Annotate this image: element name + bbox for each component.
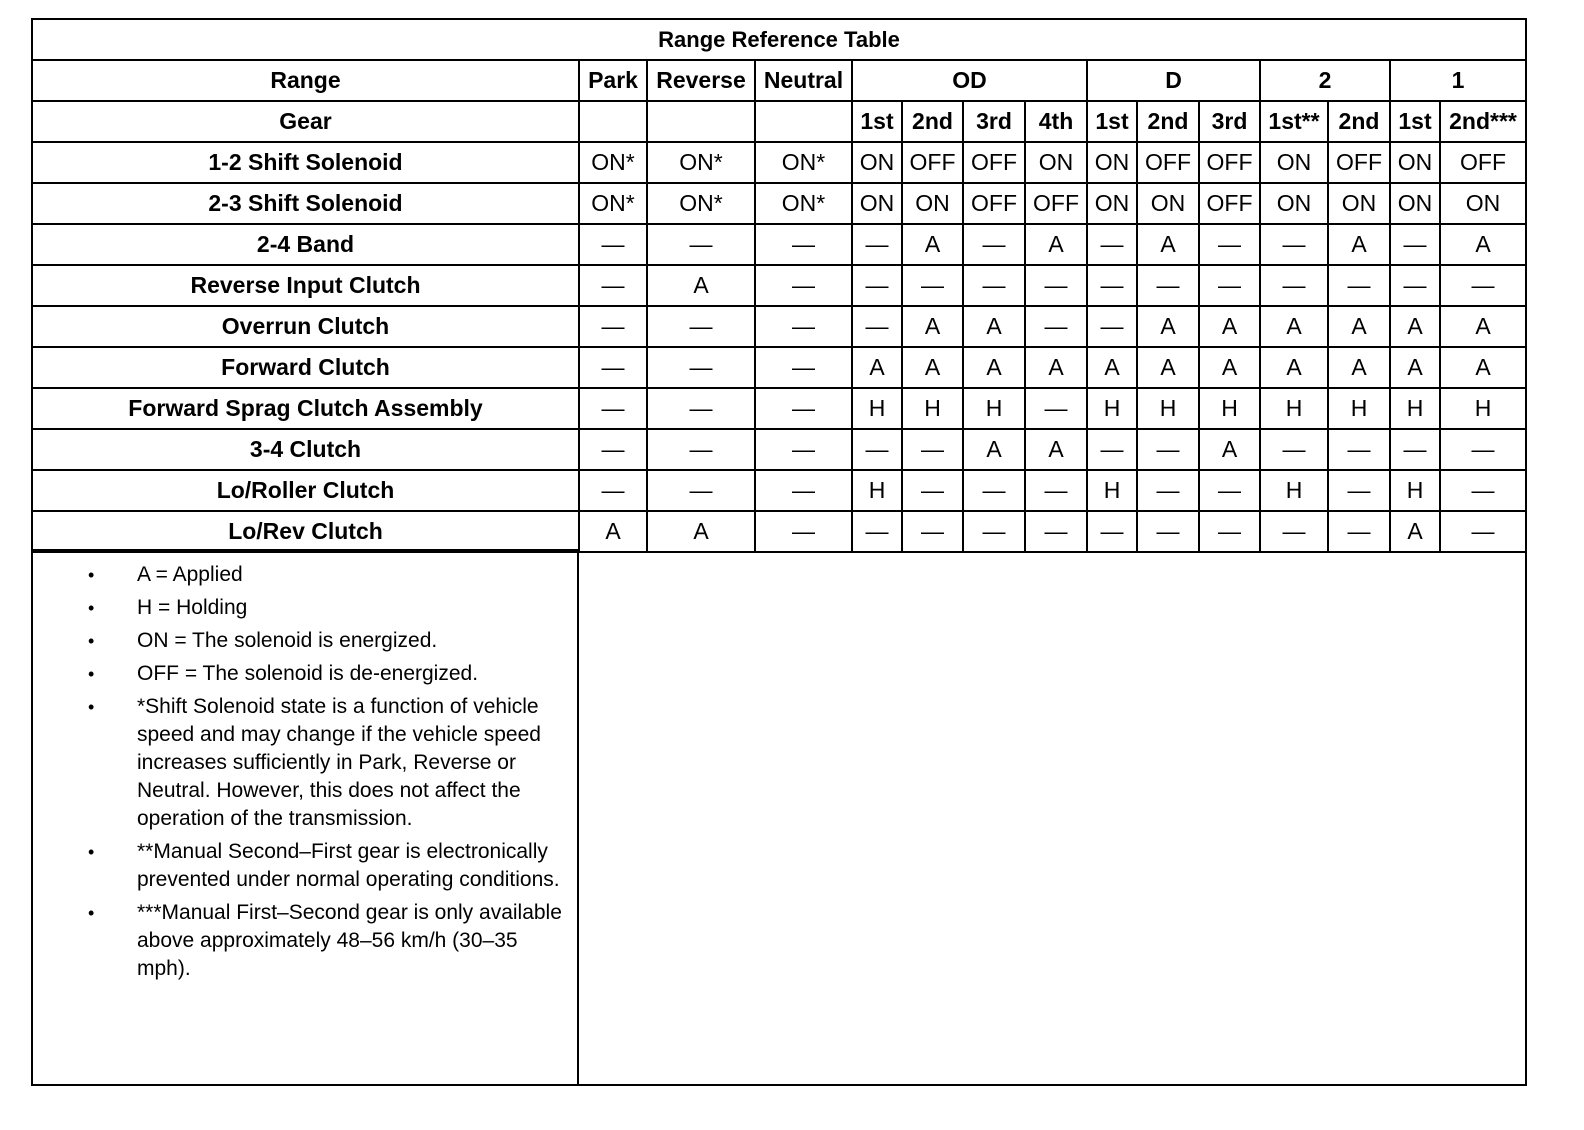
range-d: D [1087,60,1260,101]
note-text: *Shift Solenoid state is a function of vehicle speed and may change if the vehicle speed increases sufficiently in Park, Reverse or Neutral. However, this does not affect the operation of the transmission. [137,695,541,830]
gear-header: Gear [33,101,579,142]
table-cell: A [1025,347,1087,388]
table-cell: — [1260,511,1328,552]
table-cell: A [902,347,963,388]
table-cell: — [579,347,647,388]
table-cell: OFF [1199,142,1260,183]
range-2: 2 [1260,60,1390,101]
table-cell: A [902,224,963,265]
table-cell: ON [852,142,902,183]
range-reference-sheet [31,18,1527,1086]
table-cell: — [1328,265,1390,306]
gear-cell [579,101,647,142]
gear-cell: 2nd*** [1440,101,1525,142]
note-text: OFF = The solenoid is de-energized. [137,662,479,685]
table-cell: — [1199,265,1260,306]
table-cell: A [1025,224,1087,265]
table-cell: OFF [963,142,1025,183]
table-cell: — [755,347,852,388]
gear-cell: 1st** [1260,101,1328,142]
table-cell: A [1260,306,1328,347]
table-cell: ON [1260,142,1328,183]
table-cell: A [1199,429,1260,470]
table-cell: — [755,306,852,347]
table-cell: A [579,511,647,552]
table-cell: — [1087,224,1137,265]
table-cell: H [963,388,1025,429]
table-cell: A [1137,224,1199,265]
table-cell: — [647,306,755,347]
gear-cell [647,101,755,142]
table-row [33,265,1525,306]
table-cell: H [1260,470,1328,511]
table-cell: A [1199,306,1260,347]
table-cell: — [579,224,647,265]
table-cell: — [1260,265,1328,306]
table-cell: — [852,306,902,347]
table-cell: ON* [755,142,852,183]
row-label: Lo/Rev Clutch [33,511,579,552]
table-cell: — [852,224,902,265]
table-cell: ON* [647,142,755,183]
table-row [33,429,1525,470]
gear-cell: 1st [1390,101,1440,142]
table-cell: — [852,429,902,470]
row-label: 2-3 Shift Solenoid [33,183,579,224]
table-cell: A [963,306,1025,347]
note-text: A = Applied [137,563,243,586]
table-cell: — [755,511,852,552]
note-item [33,561,577,589]
table-cell: A [1390,347,1440,388]
table-cell: A [1260,347,1328,388]
table-row [33,142,1525,183]
table-cell: A [1328,306,1390,347]
table-cell: — [902,265,963,306]
table-cell: — [1025,511,1087,552]
table-cell: A [1087,347,1137,388]
gear-cell: 3rd [1199,101,1260,142]
table-cell: ON [1025,142,1087,183]
table-cell: — [755,265,852,306]
table-cell: — [579,306,647,347]
table-cell: H [1328,388,1390,429]
gear-cell: 3rd [963,101,1025,142]
table-cell: — [1137,265,1199,306]
row-label: Lo/Roller Clutch [33,470,579,511]
table-row [33,347,1525,388]
table-cell: — [1087,511,1137,552]
table-cell: ON [1137,183,1199,224]
note-item [33,693,577,833]
table-row [33,224,1525,265]
table-cell: — [852,511,902,552]
range-reverse: Reverse [647,60,755,101]
table-cell: A [1440,306,1525,347]
table-cell: OFF [1328,142,1390,183]
table-cell: A [647,265,755,306]
table-cell: ON [852,183,902,224]
table-cell: ON [1390,142,1440,183]
range-1: 1 [1390,60,1525,101]
table-cell: A [1390,306,1440,347]
table-cell: H [1440,388,1525,429]
bullet-icon: • [88,598,95,618]
range-reference-table [33,20,1525,553]
table-cell: H [1137,388,1199,429]
table-cell: — [963,224,1025,265]
table-cell: — [647,429,755,470]
table-cell: — [579,429,647,470]
table-cell: — [1328,470,1390,511]
table-cell: ON* [755,183,852,224]
bullet-icon: • [88,631,95,651]
table-cell: — [755,429,852,470]
gear-cell: 4th [1025,101,1087,142]
table-cell: A [1390,511,1440,552]
table-cell: OFF [1440,142,1525,183]
table-cell: — [1137,511,1199,552]
gear-cell: 1st [852,101,902,142]
gear-cell: 2nd [1328,101,1390,142]
table-cell: H [1260,388,1328,429]
table-cell: A [1025,429,1087,470]
table-cell: OFF [1025,183,1087,224]
table-row [33,470,1525,511]
table-cell: ON [1440,183,1525,224]
table-cell: — [902,429,963,470]
table-cell: — [755,470,852,511]
table-cell: A [1137,306,1199,347]
table-cell: — [755,388,852,429]
row-label: Overrun Clutch [33,306,579,347]
table-cell: A [902,306,963,347]
table-cell: — [1440,429,1525,470]
range-park: Park [579,60,647,101]
table-cell: H [902,388,963,429]
table-cell: A [1440,224,1525,265]
table-cell: — [1137,429,1199,470]
gear-cell: 2nd [902,101,963,142]
table-cell: H [852,388,902,429]
table-cell: — [963,470,1025,511]
table-row [33,388,1525,429]
table-cell: — [902,470,963,511]
range-od: OD [852,60,1087,101]
table-cell: — [1390,224,1440,265]
bullet-icon: • [88,842,95,862]
table-cell: ON* [647,183,755,224]
table-cell: — [1025,470,1087,511]
gear-cell: 2nd [1137,101,1199,142]
table-cell: H [1087,388,1137,429]
table-cell: — [1440,470,1525,511]
table-cell: — [1087,306,1137,347]
legend-notes [33,549,579,1084]
table-cell: — [1199,224,1260,265]
table-row [33,511,1525,552]
gear-cell [755,101,852,142]
table-cell: — [1199,511,1260,552]
table-cell: — [1025,388,1087,429]
table-cell: — [1328,429,1390,470]
table-cell: — [579,470,647,511]
table-cell: A [647,511,755,552]
table-cell: A [1440,347,1525,388]
table-cell: — [1025,306,1087,347]
table-cell: OFF [963,183,1025,224]
table-cell: — [579,265,647,306]
range-neutral: Neutral [755,60,852,101]
table-cell: ON [1390,183,1440,224]
table-cell: — [1390,429,1440,470]
row-label: 1-2 Shift Solenoid [33,142,579,183]
table-cell: — [852,265,902,306]
note-text: ***Manual First–Second gear is only available above approximately 48–56 km/h (30–35 mph). [137,901,562,980]
note-text: **Manual Second–First gear is electronically prevented under normal operating conditions. [137,840,560,891]
bullet-icon: • [88,565,95,585]
note-item [33,899,577,983]
table-cell: ON* [579,183,647,224]
table-cell: — [1260,429,1328,470]
table-cell: ON [902,183,963,224]
table-cell: A [1328,224,1390,265]
table-cell: ON [1087,142,1137,183]
table-cell: — [1199,470,1260,511]
table-row [33,306,1525,347]
table-cell: — [1390,265,1440,306]
table-cell: — [579,388,647,429]
table-title: Range Reference Table [33,20,1525,60]
table-cell: OFF [902,142,963,183]
table-cell: — [647,224,755,265]
table-cell: A [1328,347,1390,388]
table-cell: H [1390,470,1440,511]
note-item [33,838,577,894]
table-cell: H [1087,470,1137,511]
table-cell: ON* [579,142,647,183]
notes-list [33,551,577,983]
note-item [33,594,577,622]
table-cell: OFF [1199,183,1260,224]
table-cell: — [1025,265,1087,306]
row-label: Forward Clutch [33,347,579,388]
table-cell: H [852,470,902,511]
range-row [33,60,1525,101]
table-cell: — [1087,265,1137,306]
table-cell: A [963,429,1025,470]
table-cell: — [1260,224,1328,265]
table-cell: A [852,347,902,388]
table-cell: ON [1087,183,1137,224]
note-text: ON = The solenoid is energized. [137,629,438,652]
table-cell: — [1137,470,1199,511]
table-cell: A [1137,347,1199,388]
title-row [33,20,1525,60]
table-cell: — [1328,511,1390,552]
bullet-icon: • [88,664,95,684]
gear-row [33,101,1525,142]
table-cell: ON [1328,183,1390,224]
table-cell: — [1440,511,1525,552]
table-cell: H [1199,388,1260,429]
table-cell: H [1390,388,1440,429]
bullet-icon: • [88,903,95,923]
gear-cell: 1st [1087,101,1137,142]
row-label: Forward Sprag Clutch Assembly [33,388,579,429]
table-cell: ON [1260,183,1328,224]
table-cell: — [963,265,1025,306]
table-cell: — [963,511,1025,552]
row-label: 3-4 Clutch [33,429,579,470]
table-cell: — [647,470,755,511]
table-cell: — [1087,429,1137,470]
table-cell: A [1199,347,1260,388]
table-row [33,183,1525,224]
note-item [33,627,577,655]
row-label: 2-4 Band [33,224,579,265]
table-cell: — [1440,265,1525,306]
table-cell: A [963,347,1025,388]
note-text: H = Holding [137,596,248,619]
table-cell: — [647,347,755,388]
bullet-icon: • [88,697,95,717]
table-cell: — [902,511,963,552]
table-cell: — [755,224,852,265]
range-header: Range [33,60,579,101]
table-cell: — [647,388,755,429]
note-item [33,660,577,688]
table-cell: OFF [1137,142,1199,183]
row-label: Reverse Input Clutch [33,265,579,306]
